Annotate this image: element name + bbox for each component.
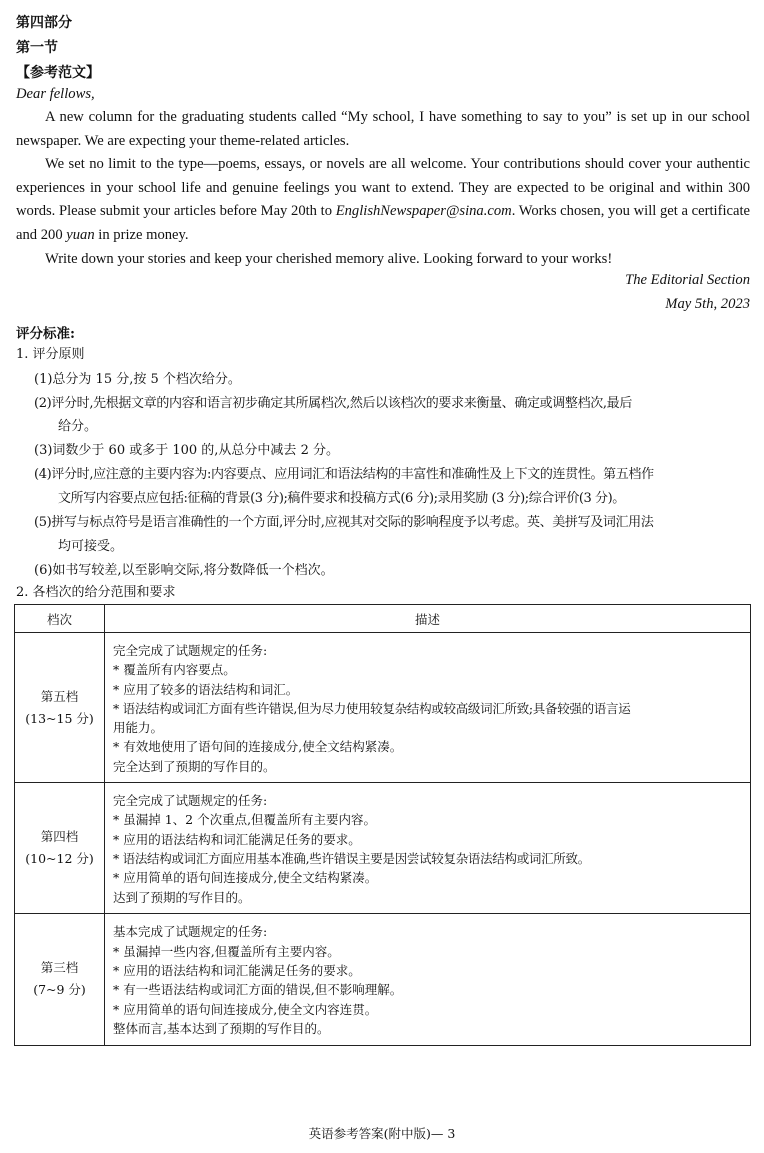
level-cell (15, 783, 105, 914)
letter-paragraph-1: A new column for the graduating students called “My school, I have something to say to you” is set up in our school newspaper. We are expecting your theme-related articles. (16, 109, 750, 149)
section-title: 第一节 (16, 40, 58, 56)
criteria-heading: 评分标准: (16, 326, 75, 342)
desc-line: 达到了预期的写作目的。 (113, 889, 251, 905)
desc-line: * 虽漏掉 1、2 个次重点,但覆盖所有主要内容。 (113, 812, 377, 828)
signature-name: The Editorial Section (625, 272, 750, 288)
principle-1: (1)总分为 15 分,按 5 个档次给分。 (34, 372, 241, 387)
level-name: 第五档 (40, 688, 79, 704)
letter-paragraph-2 (16, 153, 750, 247)
level-cell (15, 913, 105, 1045)
principle-5-cont: 均可接受。 (58, 539, 124, 554)
description-cell (105, 913, 751, 1045)
desc-line: * 有效地使用了语句间的连接成分,使全文结构紧凑。 (113, 739, 403, 755)
page-footer: 英语参考答案(附中版)— 3 (308, 1126, 456, 1141)
level-range: (13~15 分) (25, 710, 94, 726)
letter-paragraph-3: Write down your stories and keep your cherished memory alive. Looking forward to your works! (45, 251, 613, 267)
desc-line: * 应用的语法结构和词汇能满足任务的要求。 (113, 831, 361, 847)
desc-line: * 应用的语法结构和词汇能满足任务的要求。 (113, 963, 361, 979)
desc-line: * 语法结构或词汇方面有些许错误,但为尽力使用较复杂结构或较高级词汇所致;具备较强的语言运 (113, 700, 631, 716)
sample-heading: 【参考范文】 (16, 65, 100, 81)
desc-line: 完全达到了预期的写作目的。 (113, 758, 276, 774)
desc-line: 基本完成了试题规定的任务: (113, 924, 268, 940)
level-range: (10~12 分) (25, 850, 94, 866)
table-header-row (15, 605, 751, 633)
level-cell (15, 633, 105, 783)
signature-date: May 5th, 2023 (665, 296, 750, 312)
principle-6: (6)如书写较差,以至影响交际,将分数降低一个档次。 (34, 563, 334, 578)
principle-2: (2)评分时,先根据文章的内容和语言初步确定其所属档次,然后以该档次的要求来衡量、确定或调整档次,最后 (34, 396, 632, 411)
desc-line: * 虽漏掉一些内容,但覆盖所有主要内容。 (113, 943, 340, 959)
currency-yuan: yuan (66, 226, 95, 243)
principle-4-cont: 文所写内容要点应包括:征稿的背景(3 分);稿件要求和投稿方式(6 分);录用奖励 (3 分);综合评价(3 分)。 (58, 491, 625, 506)
level-name: 第四档 (40, 828, 79, 844)
p2-text-b: . Works chosen, you will get a certificate and 200 (16, 203, 751, 243)
letter-greeting: Dear fellows, (16, 86, 95, 102)
desc-line: 完全完成了试题规定的任务: (113, 793, 268, 809)
grading-table (14, 604, 751, 1046)
table-row (15, 783, 751, 914)
table-row (15, 913, 751, 1045)
levels-heading: 2. 各档次的给分范围和要求 (16, 585, 176, 600)
level-range: (7~9 分) (33, 982, 86, 998)
desc-line: 用能力。 (113, 720, 164, 736)
principles-heading: 1. 评分原则 (16, 347, 85, 362)
principle-3: (3)词数少于 60 或多于 100 的,从总分中减去 2 分。 (34, 443, 339, 458)
principle-5: (5)拼写与标点符号是语言准确性的一个方面,评分时,应视其对交际的影响程度予以考虑。英、美拼写及词汇用法 (34, 515, 654, 530)
desc-line: 整体而言,基本达到了预期的写作目的。 (113, 1020, 330, 1036)
desc-line: * 应用简单的语句间连接成分,使全文结构紧凑。 (113, 870, 378, 886)
desc-line: * 应用了较多的语法结构和词汇。 (113, 681, 299, 697)
header-description: 描述 (105, 605, 751, 633)
desc-line: * 应用简单的语句间连接成分,使全文内容连贯。 (113, 1001, 378, 1017)
email-address: EnglishNewspaper@sina.com (335, 203, 512, 219)
table-row (15, 633, 751, 783)
principle-2-cont: 给分。 (58, 419, 98, 434)
level-name: 第三档 (40, 960, 79, 976)
part-title: 第四部分 (16, 15, 72, 31)
desc-line: * 有一些语法结构或词汇方面的错误,但不影响理解。 (113, 982, 403, 998)
principle-4: (4)评分时,应注意的主要内容为:内容要点、应用词汇和语法结构的丰富性和准确性及上下文的连贯性。第五档作 (34, 467, 654, 482)
header-level: 档次 (15, 605, 105, 633)
desc-line: * 覆盖所有内容要点。 (113, 662, 236, 678)
p2-text-c: in prize money. (94, 226, 189, 243)
desc-line: 完全完成了试题规定的任务: (113, 643, 268, 658)
desc-line: * 语法结构或词汇方面应用基本准确,些许错误主要是因尝试较复杂语法结构或词汇所致。 (113, 850, 590, 866)
description-cell (105, 633, 751, 783)
description-cell (105, 783, 751, 914)
p2-text-a: We set no limit to the type—poems, essays, or novels are all welcome. Your contributions should cover your authentic experiences in your school life and genuine feelings you want to extend. They are expected to be original and within 300 words. Please submit your articles before May 20th to (16, 156, 750, 219)
